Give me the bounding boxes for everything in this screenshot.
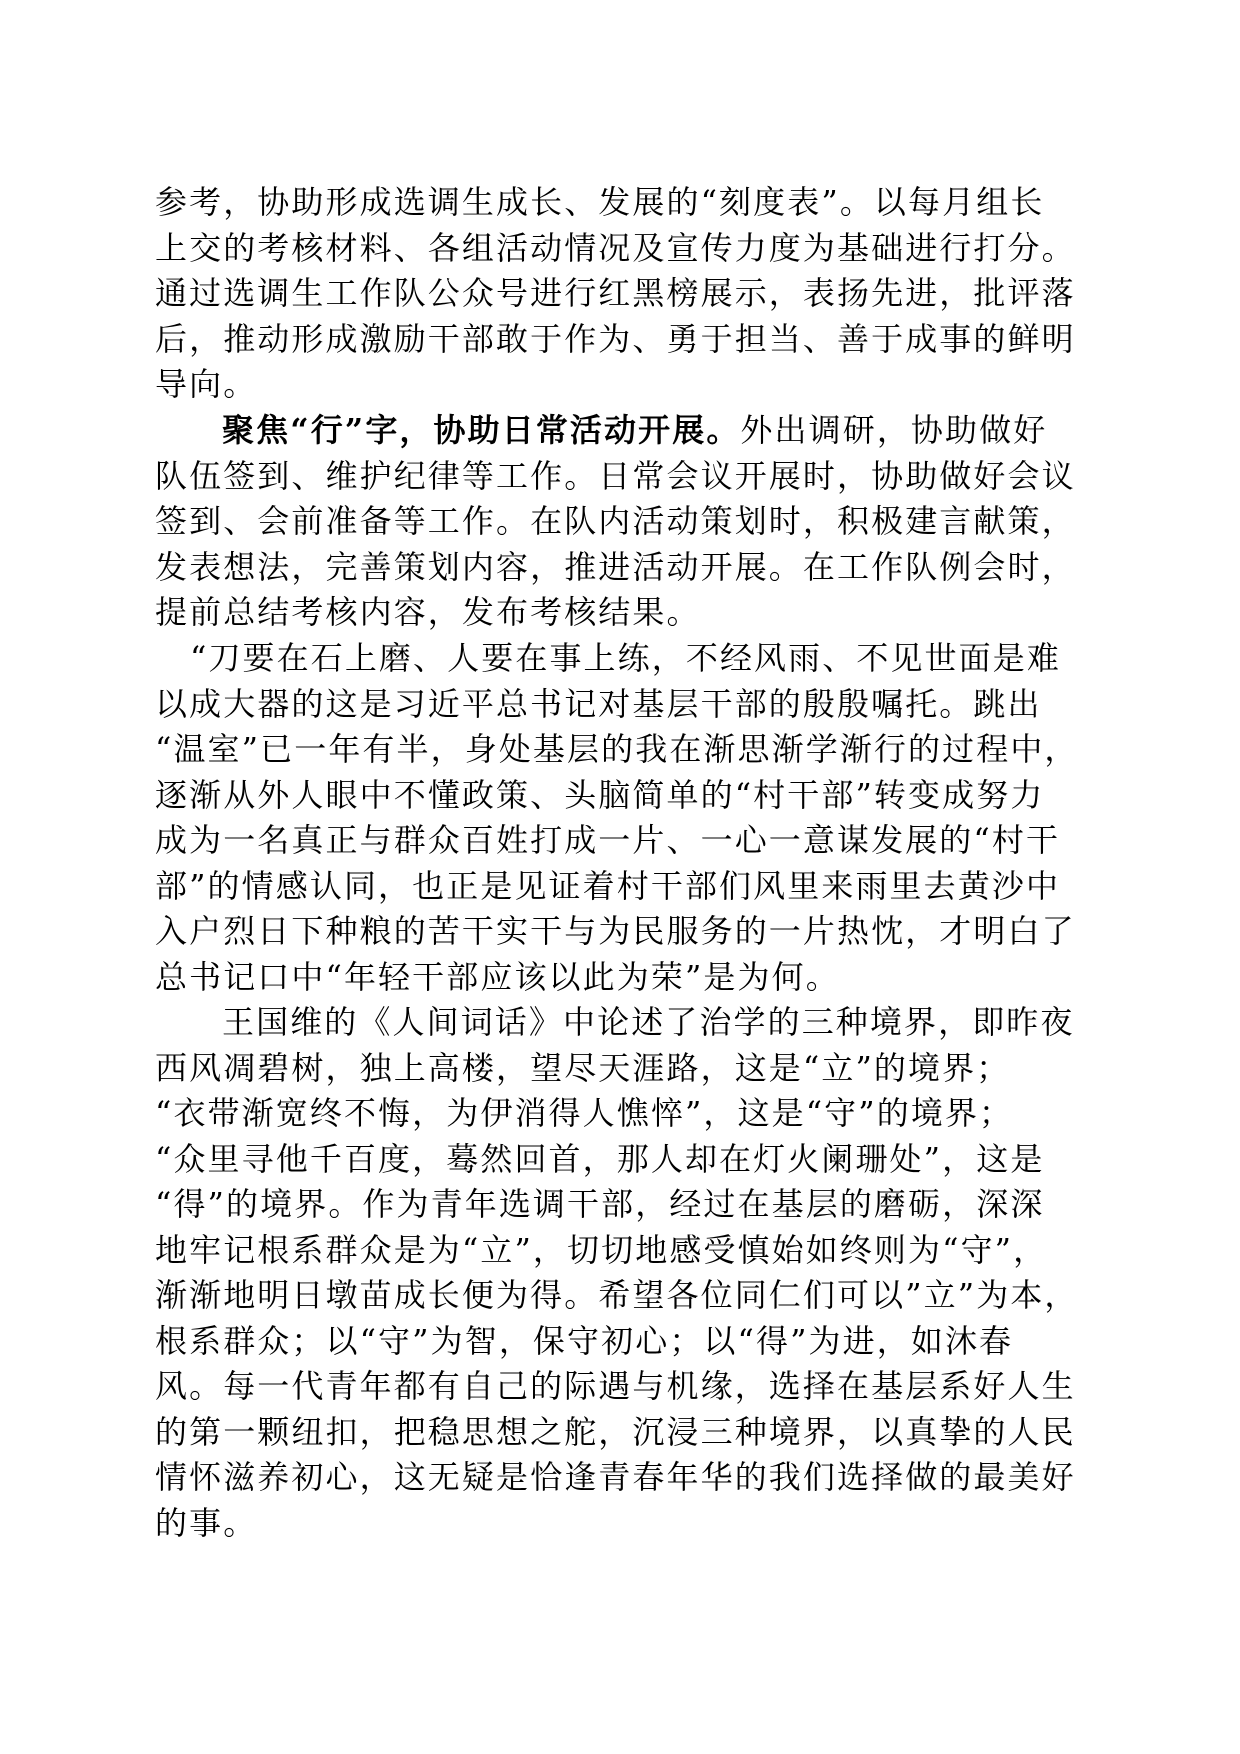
- text-line: 以成大器的这是习近平总书记对基层干部的殷殷嘱托。跳出: [155, 684, 1042, 723]
- text-line: “众里寻他千百度，蓦然回首，那人却在灯火阑珊处”，这是: [155, 1139, 1045, 1178]
- text-line: 西风凋碧树，独上高楼，望尽天涯路，这是“立”的境界；: [155, 1048, 1011, 1087]
- text-line: “刀要在石上磨、人要在事上练，不经风雨、不见世面是难: [190, 639, 1061, 677]
- paragraph-three-realms: [155, 1000, 1085, 1546]
- text-line: 的事。: [155, 1503, 258, 1542]
- text-line: 地牢记根系群众是为“立”，切切地感受慎始如终则为“守”，: [155, 1230, 1048, 1269]
- text-line: 渐渐地明日墩苗成长便为得。希望各位同仁们可以”立”为本，: [155, 1276, 1079, 1314]
- text-line: 导向。: [155, 365, 258, 403]
- text-line: 参考，协助形成选调生成长、发展的“刻度表”。以每月组长: [155, 183, 1045, 221]
- text-line: 入户烈日下种粮的苦干实干与为民服务的一片热忱，才明白了: [155, 912, 1076, 950]
- text-line: 的第一颗纽扣，把稳思想之舵，沉浸三种境界，以真挚的人民: [155, 1412, 1076, 1451]
- text-line: 王国维的《人间词话》中论述了治学的三种境界，即昨夜: [222, 1003, 1075, 1041]
- paragraph-grassroots: [155, 636, 1085, 1000]
- text-line-rest: 外出调研，协助做好: [740, 411, 1048, 449]
- text-line: 队伍签到、维护纪律等工作。日常会议开展时，协助做好会议: [155, 456, 1076, 495]
- text-line: 上交的考核材料、各组活动情况及宣传力度为基础进行打分。: [155, 228, 1076, 267]
- text-line: 后，推动形成激励干部敢于作为、勇于担当、善于成事的鲜明: [155, 319, 1076, 358]
- text-line: 根系群众；以“守”为智，保守初心；以“得”为进，如沐春: [155, 1321, 1014, 1360]
- text-line: 逐渐从外人眼中不懂政策、头脑简单的“村干部”转变成努力: [155, 775, 1045, 814]
- text-line: “温室”已一年有半，身处基层的我在渐思渐学渐行的过程中，: [155, 730, 1079, 768]
- text-line: [155, 408, 1085, 454]
- text-line: 总书记口中“年轻干部应该以此为荣”是为何。: [155, 957, 840, 996]
- text-line: 签到、会前准备等工作。在队内活动策划时，积极建言献策，: [155, 502, 1076, 540]
- section-heading: 聚焦“行”字，协助日常活动开展。: [222, 411, 741, 449]
- text-line: 风。每一代青年都有自己的际遇与机缘，选择在基层系好人生: [155, 1367, 1076, 1405]
- text-line: 发表想法，完善策划内容，推进活动开展。在工作队例会时，: [155, 547, 1076, 586]
- text-line: “衣带渐宽终不悔，为伊消得人憔悴”，这是“守”的境界；: [155, 1094, 1014, 1132]
- paragraph-assessment: [155, 180, 1085, 408]
- text-line: 部”的情感认同，也正是见证着村干部们风里来雨里去黄沙中: [155, 866, 1061, 905]
- text-line: 成为一名真正与群众百姓打成一片、一心一意谋发展的“村干: [155, 821, 1061, 859]
- text-line: 通过选调生工作队公众号进行红黑榜展示，表扬先进，批评落: [155, 274, 1076, 312]
- text-line: 提前总结考核内容，发布考核结果。: [155, 593, 701, 631]
- paragraph-daily-activities: [155, 408, 1085, 636]
- text-line: 情怀滋养初心，这无疑是恰逢青春年华的我们选择做的最美好: [155, 1458, 1076, 1496]
- text-line: “得”的境界。作为青年选调干部，经过在基层的磨砺，深深: [155, 1185, 1045, 1223]
